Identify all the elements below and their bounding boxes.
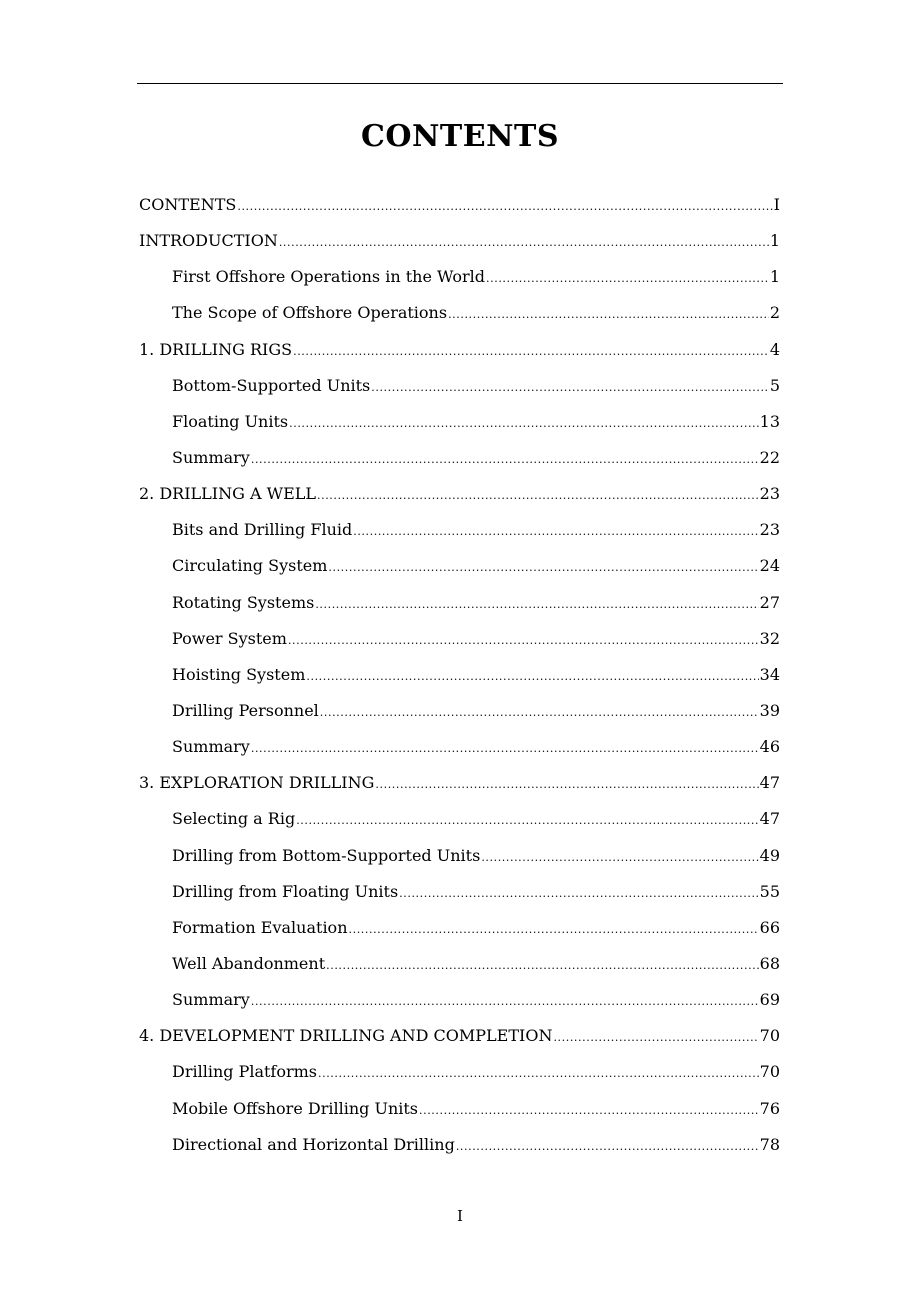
page-title: CONTENTS [360,119,560,154]
toc-entry-title: Circulating System [172,556,328,576]
toc-dot-leader [486,261,769,297]
toc-entry-page: 2 [769,303,780,323]
toc-entry-title: Directional and Horizontal Drilling [172,1134,455,1154]
toc-entry[interactable] [139,259,780,295]
toc-entry-title: First Offshore Operations in the World [172,267,486,287]
toc-dot-leader [317,478,759,514]
toc-entry[interactable] [139,223,780,259]
toc-entry-title: Floating Units [172,411,289,431]
toc-entry-title: Drilling Personnel [172,700,319,720]
toc-entry-title: Mobile Offshore Drilling Units [172,1098,419,1118]
toc-entry[interactable] [139,548,780,584]
toc-dot-leader [481,840,758,876]
toc-entry-page: 23 [759,520,780,540]
toc-dot-leader [251,442,759,478]
toc-entry-title: Power System [172,628,287,648]
toc-entry-title: Summary [172,447,250,467]
toc-entry[interactable] [139,476,780,512]
toc-entry[interactable] [139,621,780,657]
toc-entry[interactable] [139,729,780,765]
toc-dot-leader [371,370,769,406]
toc-entry-title: Well Abandonment [172,953,326,973]
toc-entry[interactable] [139,1127,780,1163]
toc-entry-page: 47 [759,809,780,829]
toc-entry-page: 68 [759,953,780,973]
toc-entry[interactable] [139,404,780,440]
toc-entry[interactable] [139,512,780,548]
toc-entry-page: 23 [759,484,780,504]
toc-dot-leader [289,406,759,442]
toc-entry-page: 70 [759,1026,780,1046]
toc-entry-page: 46 [759,737,780,757]
toc-entry-title: 4. DEVELOPMENT DRILLING AND COMPLETION [139,1026,553,1046]
toc-entry-page: 66 [759,917,780,937]
toc-entry-page: 47 [759,773,780,793]
toc-entry-title: Drilling from Floating Units [172,881,399,901]
toc-entry[interactable] [139,657,780,693]
toc-entry[interactable] [139,982,780,1018]
toc-entry-title: 1. DRILLING RIGS [139,339,293,359]
toc-entry-page: 55 [759,881,780,901]
toc-dot-leader [419,1093,759,1129]
toc-dot-leader [375,767,758,803]
toc-dot-leader [349,912,759,948]
toc-entry-title: Bottom-Supported Units [172,375,371,395]
toc-entry-title: The Scope of Offshore Operations [172,303,448,323]
toc-entry-page: I [773,195,780,214]
toc-entry-title: Formation Evaluation [172,917,348,937]
toc-entry[interactable] [139,332,780,368]
toc-entry-title: INTRODUCTION [139,231,278,251]
toc-dot-leader [279,225,769,261]
toc-dot-leader [318,1056,759,1092]
toc-dot-leader [328,550,758,586]
toc-entry-title: Drilling Platforms [172,1062,318,1082]
toc-entry-page: 76 [759,1098,780,1118]
toc-entry[interactable] [139,585,780,621]
toc-entry[interactable] [139,874,780,910]
toc-dot-leader [353,514,758,550]
toc-dot-leader [448,297,769,333]
toc-entry-title: Bits and Drilling Fluid [172,520,353,540]
toc-entry-page: 22 [759,447,780,467]
toc-entry[interactable] [139,440,780,476]
toc-entry[interactable] [139,1054,780,1090]
toc-entry-title: 3. EXPLORATION DRILLING [139,773,375,793]
toc-entry-title: Summary [172,990,250,1010]
toc-dot-leader [293,334,769,370]
toc-dot-leader [553,1020,758,1056]
toc-dot-leader [306,659,758,695]
toc-entry[interactable] [139,368,780,404]
toc-entry-page: 1 [769,267,780,287]
toc-entry-page: 49 [759,845,780,865]
toc-dot-leader [251,984,759,1020]
toc-dot-leader [315,587,758,623]
toc-entry-page: 5 [769,375,780,395]
toc-entry[interactable] [139,910,780,946]
toc-entry[interactable] [139,295,780,331]
toc-entry-page: 70 [759,1062,780,1082]
toc-dot-leader [288,623,759,659]
toc-entry-page: 34 [759,664,780,684]
toc-dot-leader [399,876,758,912]
table-of-contents [139,187,780,1163]
toc-entry-title: Drilling from Bottom-Supported Units [172,845,481,865]
toc-entry[interactable] [139,693,780,729]
toc-dot-leader [456,1129,759,1165]
toc-entry[interactable] [139,187,780,223]
toc-dot-leader [237,189,772,225]
toc-dot-leader [296,803,758,839]
toc-entry-page: 1 [769,231,780,251]
toc-entry-page: 13 [759,411,780,431]
toc-entry-title: CONTENTS [139,195,237,214]
toc-entry-page: 24 [759,556,780,576]
toc-entry-title: 2. DRILLING A WELL [139,484,316,504]
toc-dot-leader [320,695,759,731]
toc-entry[interactable] [139,946,780,982]
toc-entry-page: 32 [759,628,780,648]
toc-dot-leader [326,948,759,984]
toc-entry-title: Hoisting System [172,664,306,684]
toc-entry-title: Selecting a Rig [172,809,296,829]
toc-entry[interactable] [139,838,780,874]
toc-entry[interactable] [139,1091,780,1127]
toc-dot-leader [251,731,759,767]
toc-entry[interactable] [139,1018,780,1054]
toc-entry-page: 4 [769,339,780,359]
toc-entry-page: 69 [759,990,780,1010]
page-number: I [457,1207,463,1225]
toc-entry-page: 39 [759,700,780,720]
toc-entry[interactable] [139,801,780,837]
toc-entry[interactable] [139,765,780,801]
toc-entry-page: 78 [759,1134,780,1154]
toc-entry-title: Summary [172,737,250,757]
toc-entry-page: 27 [759,592,780,612]
toc-entry-title: Rotating Systems [172,592,315,612]
header-rule [137,83,783,84]
